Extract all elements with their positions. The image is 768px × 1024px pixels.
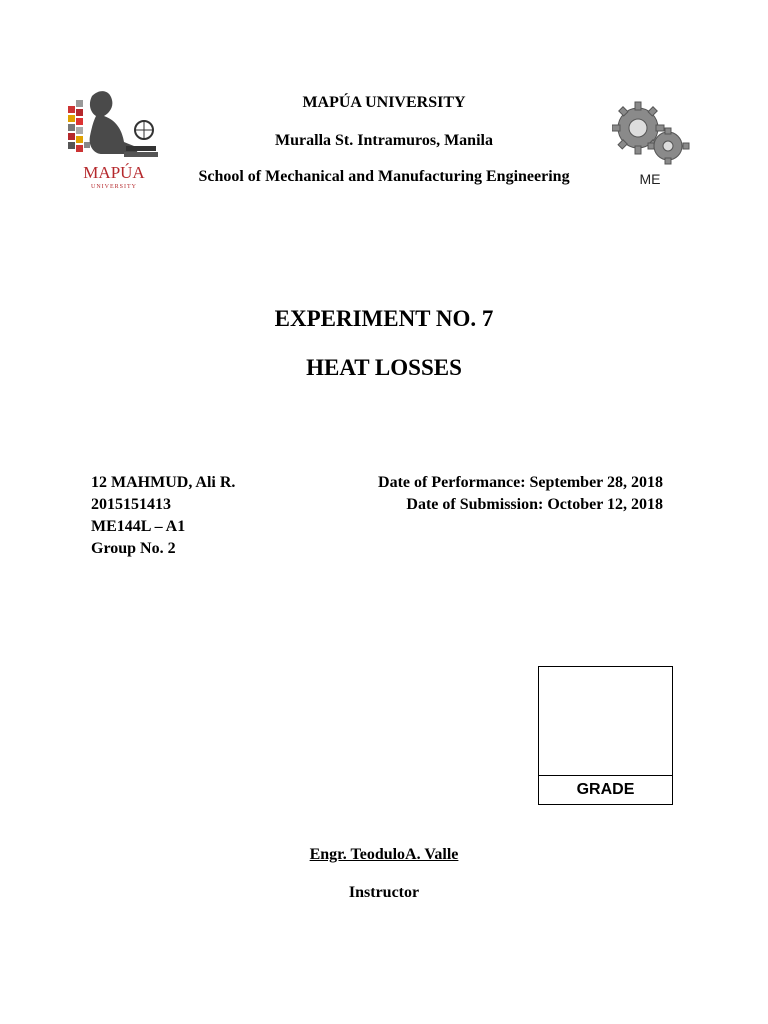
date-of-submission: Date of Submission: October 12, 2018 xyxy=(406,496,663,513)
dates-block xyxy=(378,472,663,516)
experiment-number: EXPERIMENT NO. 7 xyxy=(274,306,494,331)
me-logo-text: ME xyxy=(639,171,661,187)
date-of-performance: Date of Performance: September 28, 2018 xyxy=(378,474,663,491)
school-name: School of Mechanical and Manufacturing Engineering xyxy=(198,168,570,185)
mapua-logo-subtext: UNIVERSITY xyxy=(91,184,137,190)
university-address: Muralla St. Intramuros, Manila xyxy=(275,132,493,149)
mapua-logo-text: MAPÚA xyxy=(83,163,145,182)
instructor-name: Engr. TeoduloA. Valle xyxy=(309,846,459,863)
instructor-block xyxy=(0,846,768,864)
student-name: 12 MAHMUD, Ali R. xyxy=(91,474,236,491)
experiment-title: HEAT LOSSES xyxy=(306,355,462,380)
student-info xyxy=(91,472,235,560)
instructor-role: Instructor xyxy=(348,884,420,901)
university-name: MAPÚA UNIVERSITY xyxy=(302,94,466,111)
student-section: ME144L – A1 xyxy=(91,518,186,535)
grade-label: GRADE xyxy=(539,775,672,804)
grade-box xyxy=(538,666,673,805)
student-group: Group No. 2 xyxy=(91,540,176,557)
student-id: 2015151413 xyxy=(91,496,171,513)
